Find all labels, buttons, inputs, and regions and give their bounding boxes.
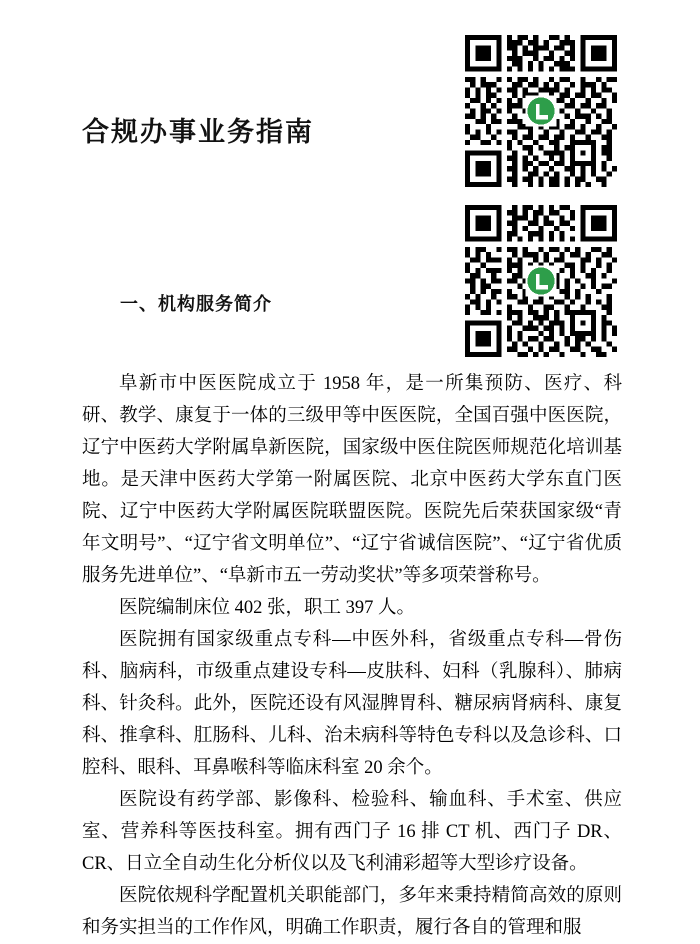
section-heading: 一、机构服务简介: [120, 293, 272, 314]
qr-code-top[interactable]: [465, 35, 617, 187]
paragraph: 医院编制床位 402 张，职工 397 人。: [119, 598, 416, 618]
qr-code-bottom[interactable]: [465, 205, 617, 357]
paragraph: 医院依规科学配置机关职能部门，多年来秉持精简高效的原则和务实担当的工作作风，明确工作职责，履行各自的管理和服: [82, 886, 622, 938]
body-text: [82, 368, 622, 944]
page-title: 合规办事业务指南: [82, 117, 314, 148]
paragraph: 医院设有药学部、影像科、检验科、输血科、手术室、供应室、营养科等医技科室。拥有西门子 16 排 CT 机、西门子 DR、CR、日立全自动生化分析仪以及飞利浦彩超等大型诊疗设备。: [82, 790, 622, 874]
paragraph: 阜新市中医医院成立于 1958 年，是一所集预防、医疗、科研、教学、康复于一体的三级甲等中医医院，全国百强中医医院，辽宁中医药大学附属阜新医院，国家级中医住院医师规范化培训基地。是天津中医药大学第一附属医院、北京中医药大学东直门医院、辽宁中医药大学附属医院联盟医院。医院先后荣获国家级“青年文明号”、“辽宁省文明单位”、“辽宁省诚信医院”、“辽宁省优质服务先进单位”、“阜新市五一劳动奖状”等多项荣誉称号。: [82, 374, 622, 586]
paragraph: 医院拥有国家级重点专科—中医外科，省级重点专科—骨伤科、脑病科，市级重点建设专科—皮肤科、妇科（乳腺科）、肺病科、针灸科。此外，医院还设有风湿脾胃科、糖尿病肾病科、康复科、推拿科、肛肠科、儿科、治未病科等特色专科以及急诊科、口腔科、眼科、耳鼻喉科等临床科室 20 余个。: [82, 630, 622, 778]
